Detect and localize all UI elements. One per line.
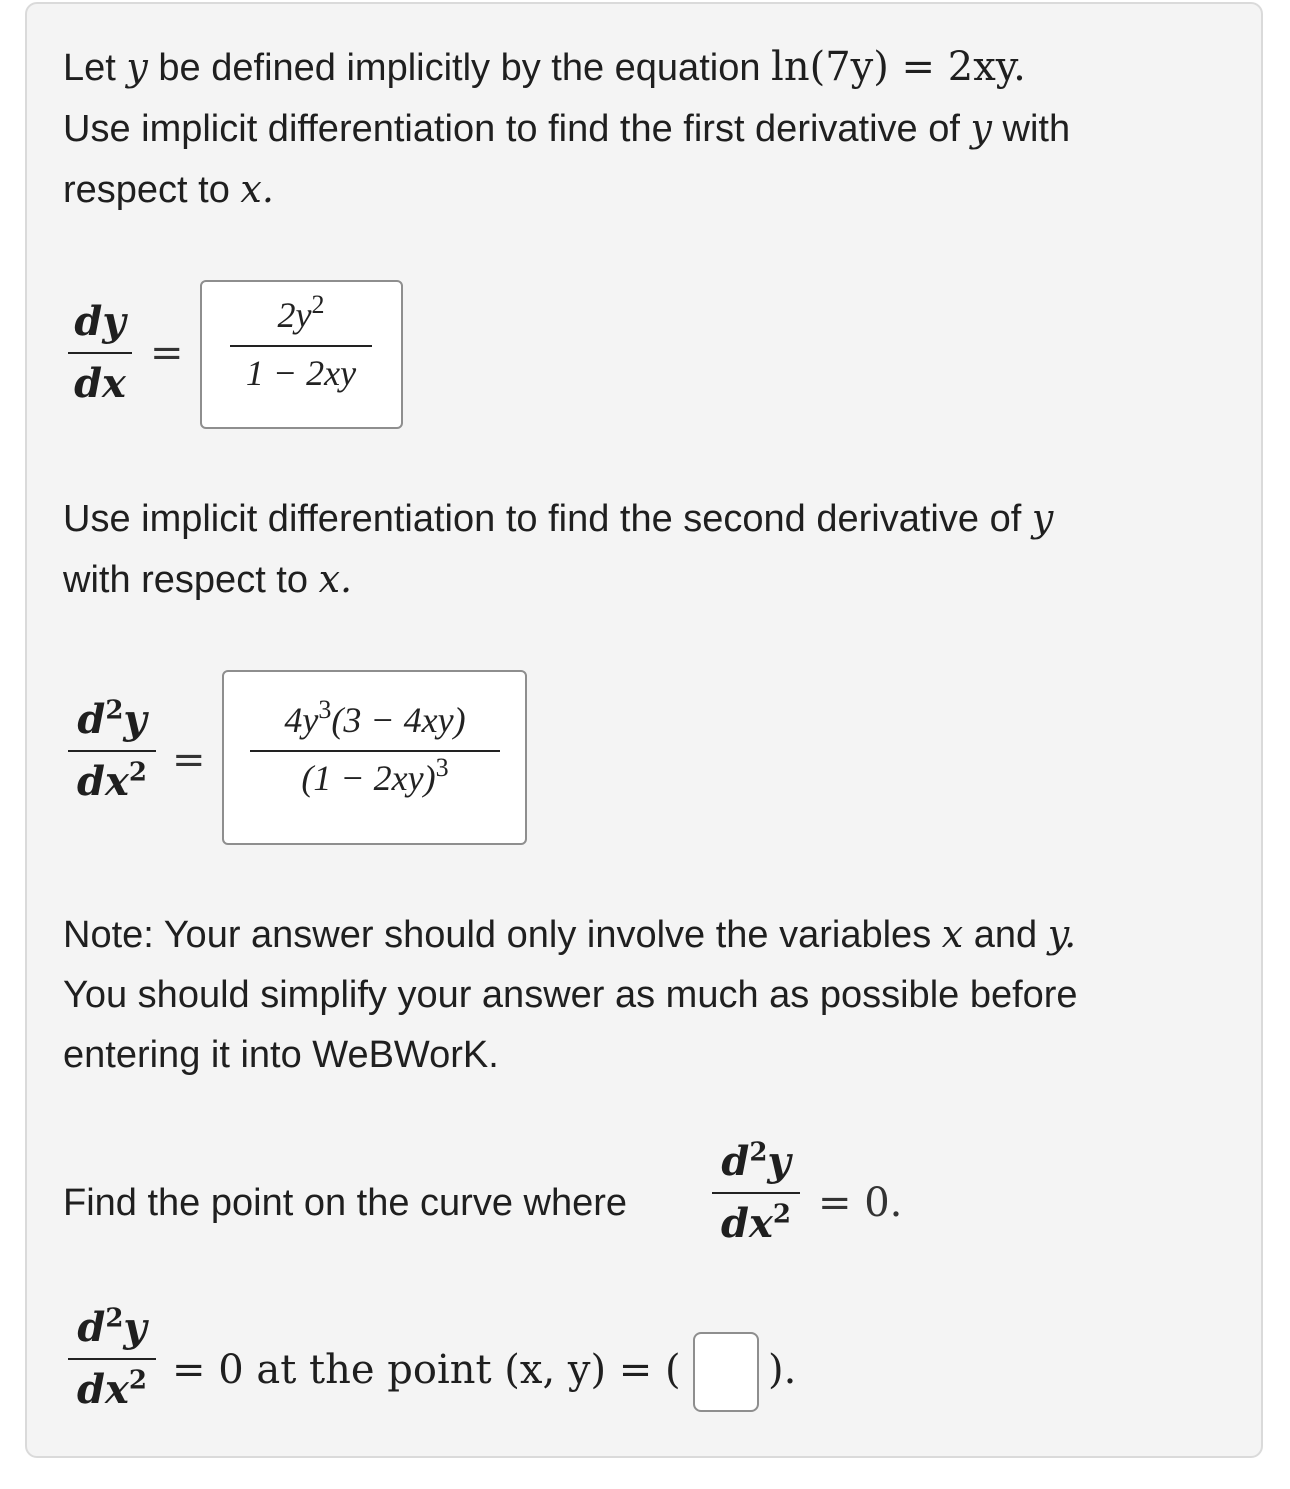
second-derivative-prompt: Use implicit differentiation to find the second derivative of y with respect to x.: [63, 496, 1054, 601]
equals-sign-2: =: [172, 737, 206, 783]
intro-line-2: Use implicit differentiation to find the first derivative of y with: [63, 106, 1071, 150]
note-paragraph: Note: Your answer should only involve the variables x and y. You should simplify your answer as much as possible before entering it into WeBWorK.: [63, 912, 1078, 1076]
first-derivative-answer[interactable]: $2y^2$ 1 − 2xy: [230, 295, 372, 393]
intro-line-3: respect to x.: [63, 167, 274, 211]
find-point-equals-zero: = 0.: [818, 1180, 903, 1226]
problem-card: [25, 2, 1263, 1458]
intro-line-1: Let y be defined implicitly by the equation ln(7y) = 2xy.: [63, 44, 1026, 90]
intro-paragraph: [63, 37, 1070, 220]
final-answer-text: = 0 at the point (x, y) = (: [172, 1347, 681, 1393]
dy-dx-fraction: dy dx: [68, 300, 132, 406]
point-close-paren: ).: [768, 1347, 797, 1393]
final-d2y-dx2: $d^2y$ $dx^2$: [68, 1306, 156, 1412]
point-answer-input[interactable]: [693, 1332, 759, 1412]
find-point-text: Find the point on the curve where: [63, 1182, 628, 1224]
implicit-equation: ln(7y) = 2xy.: [771, 44, 1026, 90]
second-derivative-answer[interactable]: $4y^3(3 - 4xy)$ $(1 - 2xy)^3$: [250, 700, 500, 802]
d2y-dx2-fraction: $d^2y$ $dx^2$: [68, 698, 156, 804]
equals-sign-1: =: [150, 330, 184, 376]
find-point-d2y-dx2: $d^2y$ $dx^2$: [712, 1140, 800, 1246]
